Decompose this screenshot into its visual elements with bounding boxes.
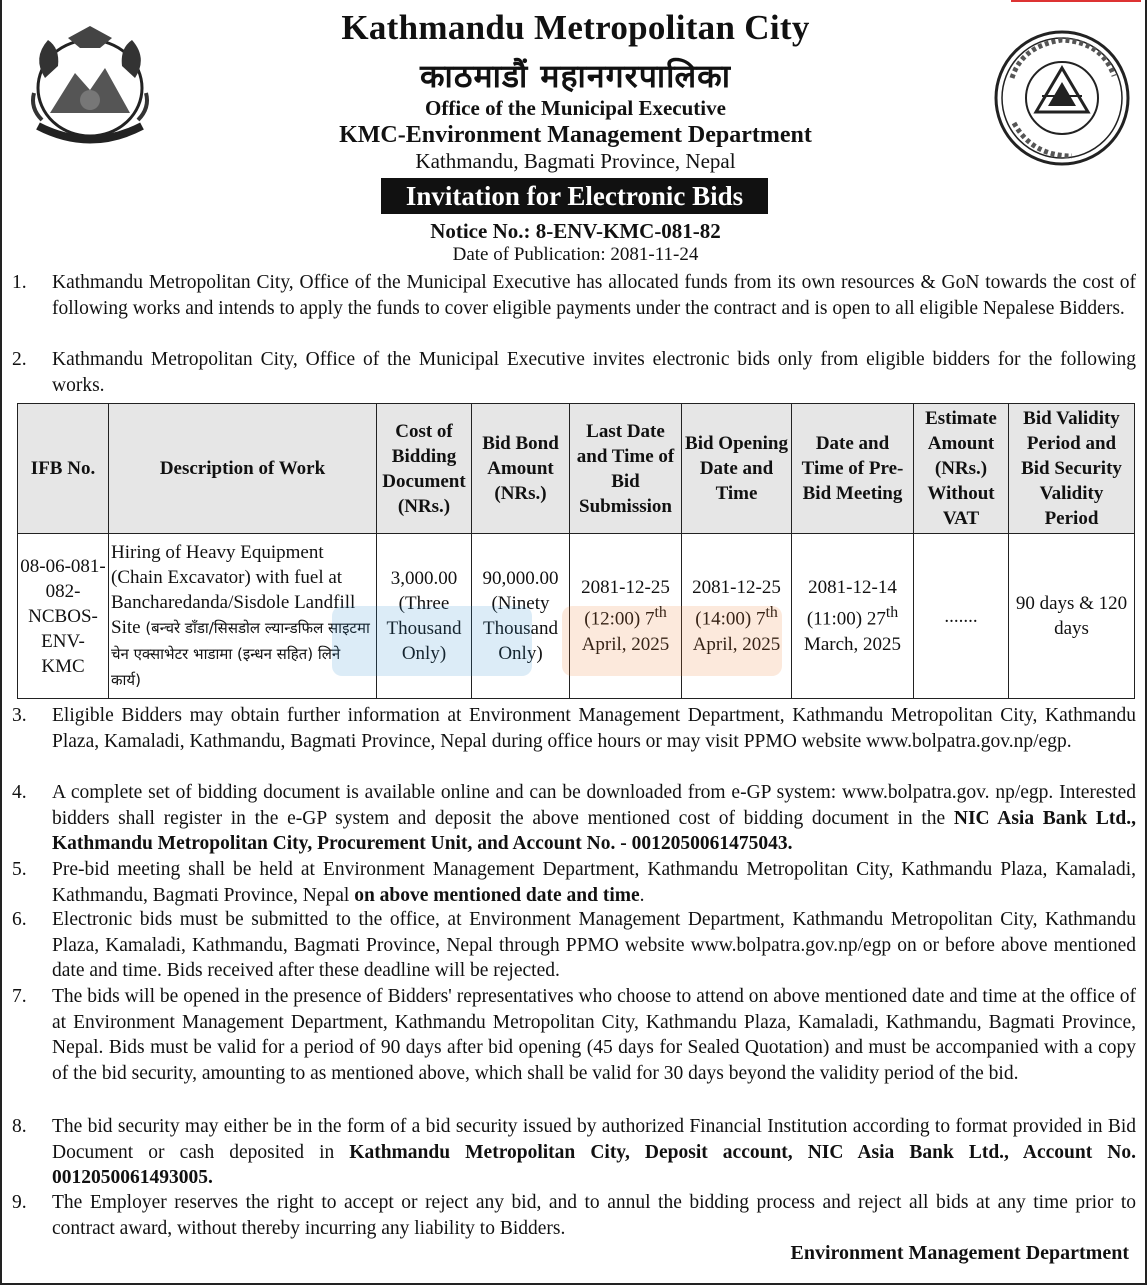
paragraph-number: 6. — [12, 909, 27, 930]
paragraph-bold: on above mentioned date and time — [354, 884, 640, 906]
cell-bid-bond: 90,000.00 (Ninety Thousand Only) — [472, 534, 570, 699]
cell-last-date — [570, 534, 682, 699]
city-title: Kathmandu Metropolitan City — [341, 8, 810, 47]
header-description: Description of Work — [109, 404, 377, 534]
open-date-rest: April, 2025 — [692, 633, 781, 655]
paragraph-text — [52, 780, 1136, 857]
bids-table — [17, 403, 1135, 699]
notice-number: Notice No.: 8-ENV-KMC-081-82 — [430, 219, 721, 243]
paragraph-number: 2. — [12, 349, 27, 370]
open-date-day: 7 — [755, 608, 766, 630]
signature: Environment Management Department — [790, 1242, 1129, 1264]
open-date-suffix: th — [765, 604, 778, 622]
paragraph-number: 9. — [12, 1192, 27, 1213]
cell-ifb-no: 08-06-081-082-NCBOS-ENV-KMC — [18, 534, 109, 699]
paragraph-7 — [12, 984, 1136, 1086]
table-header-row — [18, 404, 1135, 534]
paragraph-8 — [12, 1114, 1136, 1191]
paragraph-text: Electronic bids must be submitted to the office, at Environment Management Department, Kathmandu Metropolitan City, Kathmandu Plaza, Kamaladi, Kathmandu, Bagmati Province, Nepal through PPMO website www.bolpatra.gov.np/egp on or before above mentioned date and time. Bids received after these deadline will be rejected. — [52, 909, 1136, 982]
paragraph-text — [52, 857, 1136, 908]
notice-banner: Invitation for Electronic Bids — [381, 178, 768, 214]
cell-cost-of-document: 3,000.00 (Three Thousand Only) — [377, 534, 472, 699]
paragraph-3 — [12, 703, 1136, 754]
last-date-main: 2081-12-25 (12:00) — [581, 577, 670, 630]
publication-date: Date of Publication: 2081-11-24 — [452, 244, 699, 265]
paragraph-plain: A complete set of bidding document is available online and can be downloaded from e-GP system: www.bolpatra.gov. np/egp. Interested bidders shall register in the e-GP system and deposit the above mentioned cost of bidding document in the — [52, 782, 1136, 829]
paragraph-bold: Kathmandu Metropolitan City, Deposit account, NIC Asia Bank Ltd., Account No. 0012050061493005. — [52, 1141, 1136, 1189]
top-edge-mark — [1011, 0, 1141, 2]
cell-estimate: ....... — [914, 534, 1009, 699]
paragraph-text: Kathmandu Metropolitan City, Office of the Municipal Executive has allocated funds from its own resources & GoN towards the cost of following works and intends to apply the funds to cover eligible payments under the contract and is open to all eligible Nepalese Bidders. — [52, 272, 1136, 319]
paragraph-number: 8. — [12, 1116, 27, 1137]
paragraph-plain: Pre-bid meeting shall be held at Environment Management Department, Kathmandu Metropolitan City, Kathmandu Plaza, Kamaladi, Kathmandu, Bagmati Province, Nepal — [52, 859, 1136, 906]
paragraph-text: Eligible Bidders may obtain further information at Environment Management Department, Kathmandu Metropolitan City, Kathmandu Plaza, Kamaladi, Kathmandu, Bagmati Province, Nepal during office hours or may visit PPMO website www.bolpatra.gov.np/egp. — [52, 705, 1136, 752]
department-name: KMC-Environment Management Department — [339, 122, 812, 148]
header-prebid-meeting: Date and Time of Pre-Bid Meeting — [792, 404, 914, 534]
office-name: Office of the Municipal Executive — [425, 96, 726, 120]
cell-opening-date — [682, 534, 792, 699]
paragraph-bold: NIC Asia Bank Ltd., Kathmandu Metropolitan City, Procurement Unit, and Account No. - 0012050061475043. — [52, 807, 1136, 855]
cell-validity: 90 days & 120 days — [1009, 534, 1135, 699]
paragraph-6 — [12, 907, 1136, 984]
paragraph-text — [52, 1114, 1136, 1191]
header-validity: Bid Validity Period and Bid Security Validity Period — [1009, 404, 1135, 534]
paragraph-1 — [12, 270, 1136, 321]
header-estimate: Estimate Amount (NRs.) Without VAT — [914, 404, 1009, 534]
table-row — [18, 534, 1135, 699]
last-date-day: 7 — [644, 608, 655, 630]
paragraph-tail: . — [639, 884, 645, 906]
header-bid-bond: Bid Bond Amount (NRs.) — [472, 404, 570, 534]
paragraph-number: 5. — [12, 859, 27, 880]
paragraph-text: The Employer reserves the right to accept or reject any bid, and to annul the bidding process and reject all bids at any time prior to contract award, without thereby incurring any liability to Bidders. — [52, 1192, 1136, 1239]
header-ifb-no: IFB No. — [18, 404, 109, 534]
last-date-rest: April, 2025 — [581, 633, 670, 655]
paragraph-number: 4. — [12, 782, 27, 803]
header-cost-of-document: Cost of Bidding Document (NRs.) — [377, 404, 472, 534]
paragraph-text: The bids will be opened in the presence of Bidders' representatives who choose to attend on above mentioned date and time at the office of at Environment Management Department, Kathmandu Metropolitan City, Kathmandu Plaza, Kamaladi, Kathmandu, Bagmati Province, Nepal. Bids must be valid for a period of 90 days after bid opening (45 days for Sealed Quotation) and must be accompanied with a copy of the bid security, amounting to as mentioned above, which shall be valid for 30 days beyond the validity period of the bid. — [52, 986, 1136, 1084]
paragraph-text: Kathmandu Metropolitan City, Office of the Municipal Executive invites electronic bids only from eligible bidders for the following works. — [52, 349, 1136, 396]
paragraph-number: 1. — [12, 272, 27, 293]
city-title-nepali: काठमाडौं महानगरपालिका — [419, 57, 732, 95]
open-date-main: 2081-12-25 (14:00) — [692, 577, 781, 630]
header-opening-date: Bid Opening Date and Time — [682, 404, 792, 534]
last-date-suffix: th — [654, 604, 667, 622]
paragraph-plain: The bid security may either be in the form of a bid security issued by authorized Financial Institution according to format provided in Bid Document or cash deposited in — [52, 1116, 1136, 1163]
paragraph-number: 3. — [12, 705, 27, 726]
paragraph-number: 7. — [12, 986, 27, 1007]
paragraph-9 — [12, 1190, 1136, 1241]
header-last-date: Last Date and Time of Bid Submission — [570, 404, 682, 534]
prebid-rest: March, 2025 — [803, 633, 902, 655]
paragraph-2 — [12, 347, 1136, 398]
description-english: Hiring of Heavy Equipment (Chain Excavator) with fuel at Bancharedanda/Sisdole Landfill Site — [111, 541, 356, 638]
prebid-main: 2081-12-14 (11:00) 27 — [806, 577, 897, 630]
description-nepali: (बन्चरे डाँडा/सिसडोल ल्यान्डफिल साइटमा चेन एक्साभेटर भाडामा (इन्धन सहित) लिने कार्य) — [111, 618, 370, 689]
cell-prebid-meeting — [792, 534, 914, 699]
paragraph-4 — [12, 780, 1136, 857]
address: Kathmandu, Bagmati Province, Nepal — [415, 149, 736, 173]
paragraph-5 — [12, 857, 1136, 908]
cell-description — [109, 534, 377, 699]
prebid-suffix: th — [885, 604, 899, 622]
